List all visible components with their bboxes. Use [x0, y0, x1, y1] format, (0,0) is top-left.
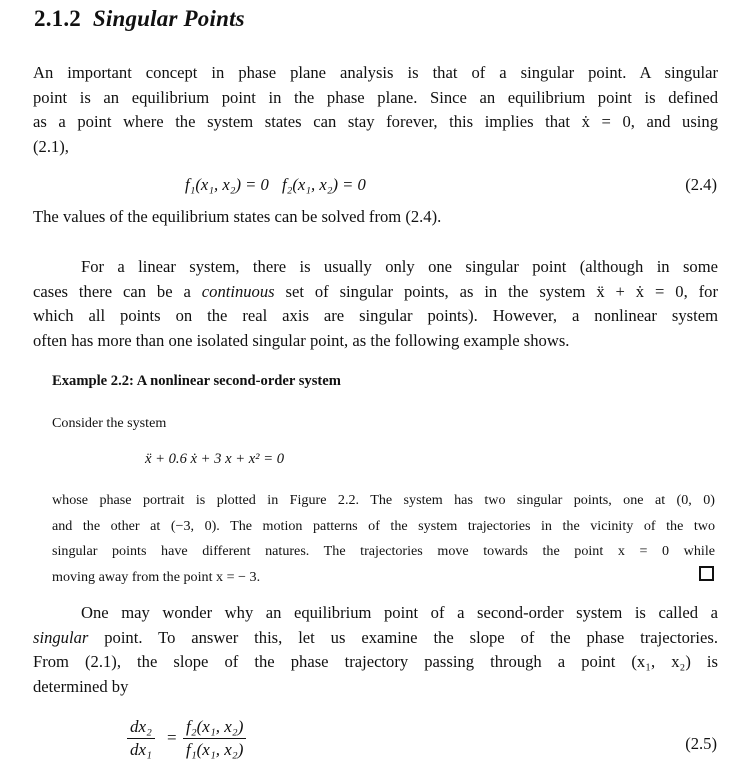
text-segment: set of singular points, as in the system ẍ + ẋ = 0, for	[274, 281, 718, 301]
example-title: Example 2.2: A nonlinear second-order system	[52, 373, 341, 389]
example-equation: ẍ + 0.6 ẋ + 3 x + x² = 0	[145, 451, 284, 467]
emphasis-continuous: continuous	[201, 281, 275, 301]
section-number: 2.1.2	[34, 6, 81, 31]
text-line: Consider the system	[52, 415, 167, 431]
equation-2-4-right: f₂(x₁, x₂) = 0	[282, 175, 366, 194]
example-description	[52, 488, 715, 590]
text-line: One may wonder why an equilibrium point of a second-order system is called a	[81, 603, 718, 622]
fraction-numerator: dx₂	[130, 717, 152, 736]
fraction-numerator: f₂(x₁, x₂)	[186, 717, 244, 736]
text-line: For a linear system, there is usually only one singular point (although in some	[81, 257, 718, 276]
equation-number-2-4: (2.4)	[685, 175, 717, 194]
paragraph-linear-system	[33, 255, 718, 353]
text-line: as a point where the system states can stay forever, this implies that ẋ = 0, and using	[33, 112, 718, 132]
section-heading	[34, 6, 245, 32]
equals-sign: =	[167, 728, 177, 747]
emphasis-singular: singular	[33, 627, 89, 647]
fraction-denominator: f₁(x₁, x₂)	[183, 738, 246, 760]
fraction-denominator: dx₁	[127, 738, 155, 760]
text-line: whose phase portrait is plotted in Figure 2.2. The system has two singular points, one at (0, 0)	[52, 492, 715, 508]
text-segment: cases there can be a	[33, 281, 202, 301]
equation-number-2-5: (2.5)	[685, 734, 717, 753]
text-line	[33, 626, 718, 651]
fraction-lhs	[127, 717, 155, 760]
text-line	[33, 280, 718, 305]
paragraph-singular-point-definition	[33, 61, 718, 159]
text-line: An important concept in phase plane analysis is that of a singular point. A singular	[33, 63, 718, 82]
paragraph-singular-slope	[33, 601, 718, 699]
text-line: singular points have different natures. The trajectories move towards the point x = 0 while	[52, 543, 715, 560]
text-line: and the other at (−3, 0). The motion patterns of the system trajectories in the vicinity of the two	[52, 517, 715, 534]
text-line: The values of the equilibrium states can be solved from (2.4).	[33, 207, 442, 226]
text-line: (2.1),	[33, 136, 69, 156]
text-line: point is an equilibrium point in the phase plane. Since an equilibrium point is defined	[33, 87, 718, 107]
text-line: often has more than one isolated singular point, as the following example shows.	[33, 330, 570, 350]
fraction-rhs	[183, 717, 246, 760]
example-intro	[52, 411, 715, 437]
section-title: Singular Points	[92, 6, 245, 31]
text-segment: point. To answer this, let us examine the slope of the phase trajectories.	[88, 627, 718, 647]
text-line: determined by	[33, 676, 129, 696]
text-line: which all points on the real axis are singular points). However, a nonlinear system	[33, 306, 718, 326]
equation-2-4-left: f₁(x₁, x₂) = 0	[185, 175, 269, 194]
qed-square-icon	[699, 566, 714, 581]
text-line: From (2.1), the slope of the phase trajectory passing through a point (x₁, x₂) is	[33, 652, 718, 672]
paragraph-equilibrium-states	[33, 205, 718, 230]
text-line: moving away from the point x = − 3.	[52, 568, 261, 585]
